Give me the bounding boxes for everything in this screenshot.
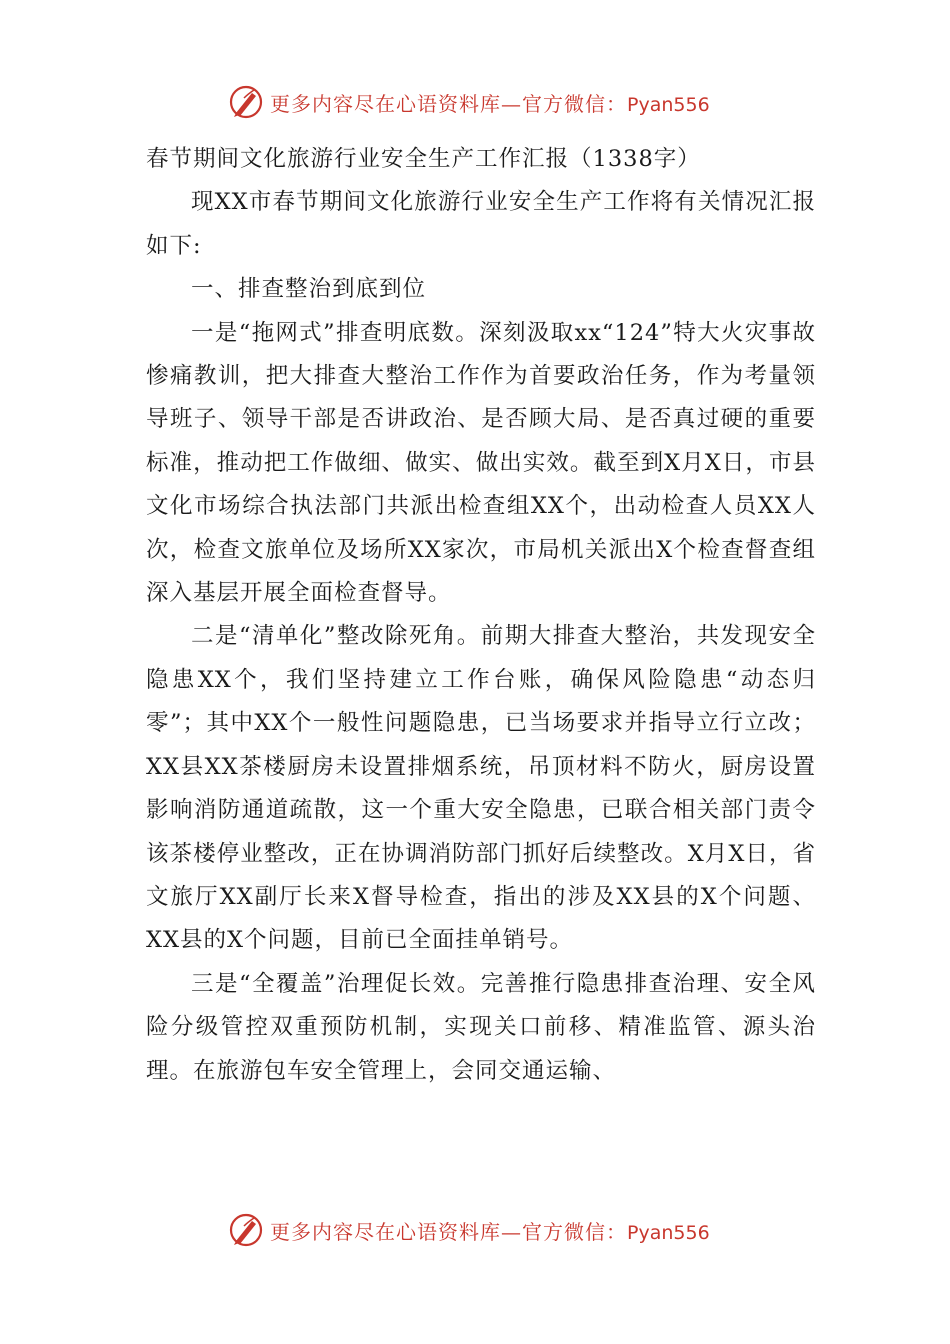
watermark-text: 更多内容尽在心语资料库—官方微信：Pyan556 bbox=[270, 91, 710, 116]
pen-logo-icon bbox=[228, 84, 264, 120]
document-title: 春节期间文化旅游行业安全生产工作汇报（1338字） bbox=[146, 146, 701, 172]
pen-logo-icon bbox=[228, 1212, 264, 1248]
paragraph-item-1: 一是“拖网式”排查明底数。深刻汲取xx“124”特大火灾事故惨痛教训，把大排查大整治工作作为首要政治任务，作为考量领导班子、领导干部是否讲政治、是否顾大局、是否真过硬的重要标准，推动把工作做细、做实、做出实效。截至到X月X日，市县文化市场综合执法部门共派出检查组XX个，出动检查人员XX人次，检查文旅单位及场所XX家次，市局机关派出X个检查督查组深入基层开展全面检查督导。 bbox=[146, 319, 816, 607]
paragraph-item-2: 二是“清单化”整改除死角。前期大排查大整治，共发现安全隐患XX个，我们坚持建立工作台账，确保风险隐患“动态归零”；其中XX个一般性问题隐患，已当场要求并指导立行立改；XX县XX茶楼厨房未设置排烟系统，吊顶材料不防火，厨房设置影响消防通道疏散，这一个重大安全隐患，已联合相关部门责令该茶楼停业整改，正在协调消防部门抓好后续整改。X月X日，省文旅厅XX副厅长来X督导检查，指出的涉及XX县的X个问题、XX县的X个问题，目前已全面挂单销号。 bbox=[146, 623, 816, 954]
watermark-footer bbox=[228, 1210, 710, 1250]
paragraph-intro: 现XX市春节期间文化旅游行业安全生产工作将有关情况汇报如下: bbox=[146, 189, 816, 259]
watermark-header bbox=[228, 82, 710, 122]
watermark-text: 更多内容尽在心语资料库—官方微信：Pyan556 bbox=[270, 1219, 710, 1244]
paragraph-item-3: 三是“全覆盖”治理促长效。完善推行隐患排查治理、安全风险分级管控双重预防机制，实现关口前移、精准监管、源头治理。在旅游包车安全管理上，会同交通运输、 bbox=[146, 970, 816, 1084]
section-heading: 一、排查整治到底到位 bbox=[191, 276, 427, 303]
document-body bbox=[146, 138, 816, 1093]
